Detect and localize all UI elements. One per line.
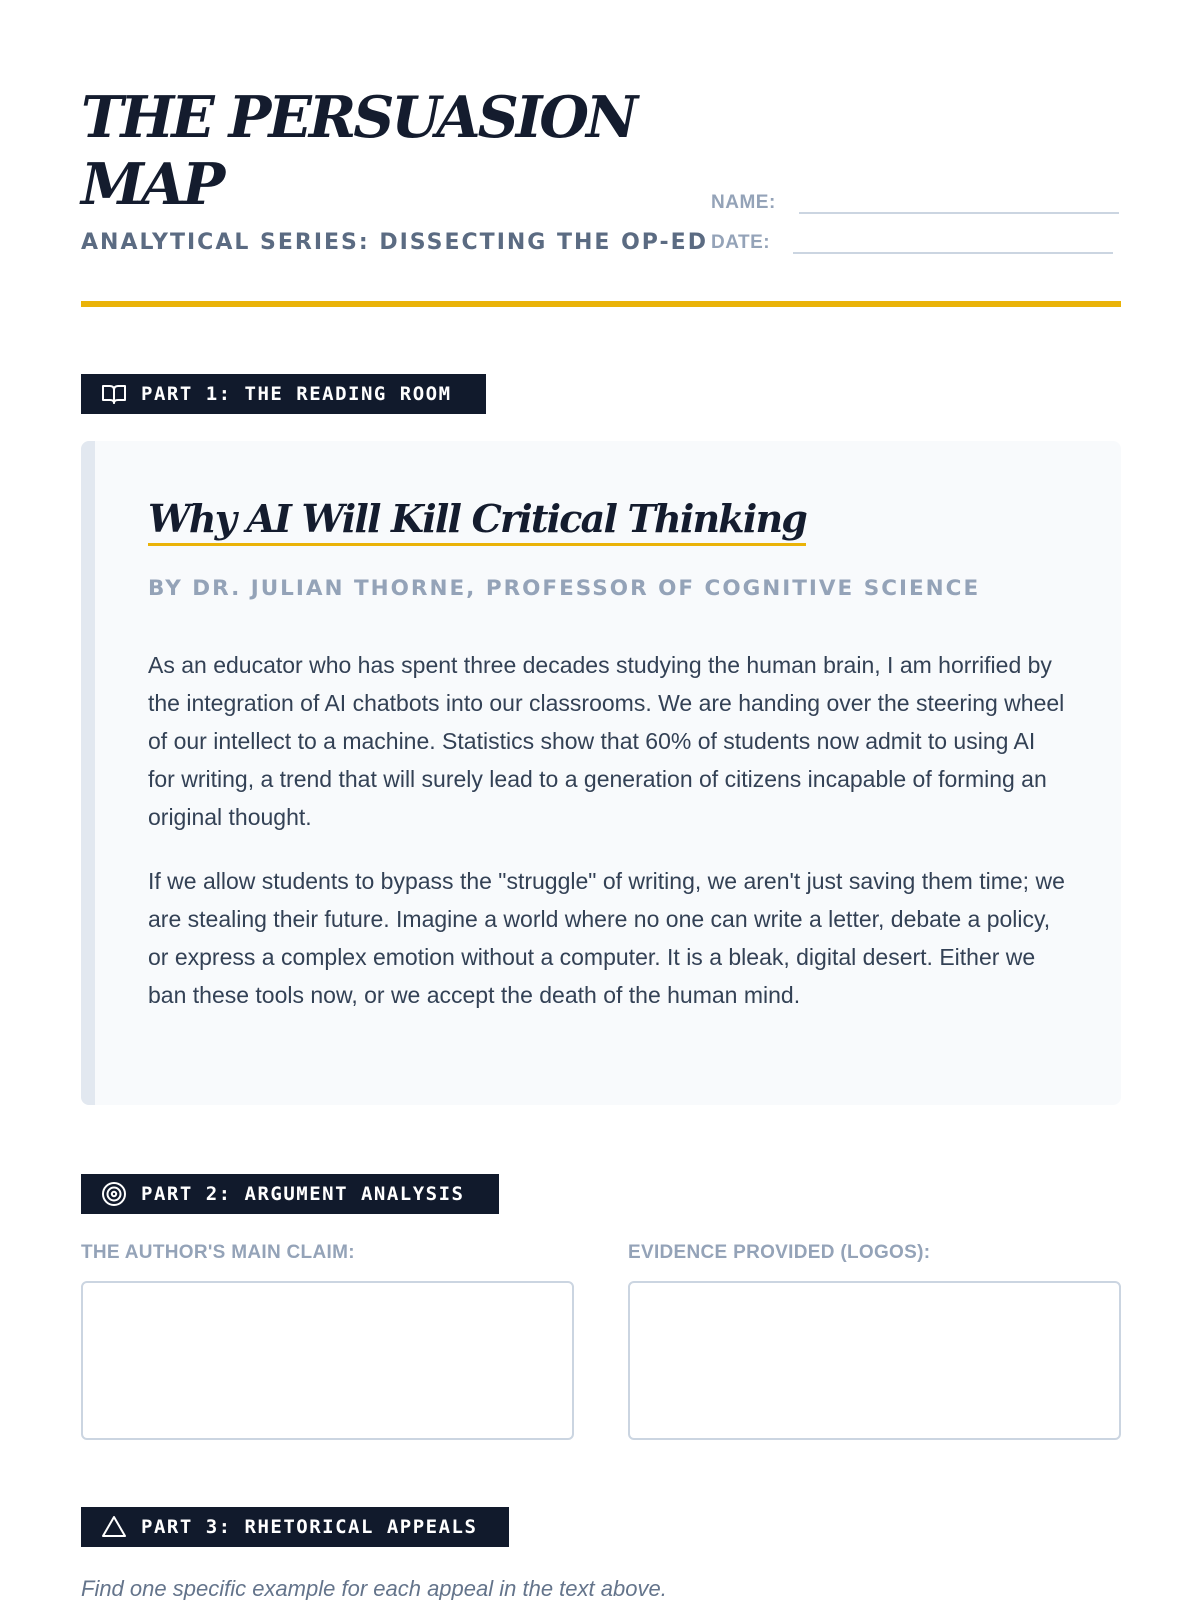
date-field-row: [711, 232, 1113, 254]
worksheet-subtitle: ANALYTICAL SERIES: DISSECTING THE OP-ED: [81, 230, 708, 255]
name-input-line[interactable]: [799, 192, 1119, 214]
part2-heading: [81, 1174, 499, 1214]
part3-instruction: Find one specific example for each appeal in the text above.: [81, 1576, 667, 1600]
target-icon: [101, 1181, 127, 1207]
main-claim-label: THE AUTHOR'S MAIN CLAIM:: [81, 1242, 355, 1263]
part2-heading-label: PART 2: ARGUMENT ANALYSIS: [141, 1183, 465, 1205]
article-paragraph-2: If we allow students to bypass the "struggle" of writing, we aren't just saving them time; we are stealing their future. Imagine a world where no one can write a letter, debate a policy, or express a complex emotion without a computer. It is a bleak, digital desert. Either we ban these tools now, or we accept the death of the human mind.: [148, 868, 1065, 1008]
name-label: NAME:: [711, 192, 776, 213]
date-input-line[interactable]: [793, 232, 1113, 254]
part1-heading: [81, 374, 486, 414]
triangle-icon: [101, 1514, 127, 1540]
worksheet-page: [81, 0, 1121, 1600]
evidence-answer-box[interactable]: [628, 1281, 1121, 1440]
part3-heading-label: PART 3: RHETORICAL APPEALS: [141, 1516, 478, 1538]
article-paragraph-1: As an educator who has spent three decades studying the human brain, I am horrified by the integration of AI chatbots into our classrooms. We are handing over the steering wheel of our intellect to a machine. Statistics show that 60% of students now admit to using AI for writing, a trend that will surely lead to a generation of citizens incapable of forming an original thought.: [148, 652, 1065, 830]
worksheet-header: [81, 84, 1121, 306]
article-headline: Why AI Will Kill Critical Thinking: [148, 496, 806, 546]
part1-heading-label: PART 1: THE READING ROOM: [141, 383, 452, 405]
article-card: [81, 441, 1121, 1105]
part3-heading: [81, 1507, 509, 1547]
worksheet-title: THE PERSUASION MAP: [81, 84, 636, 218]
book-open-icon: [101, 381, 127, 407]
evidence-label: EVIDENCE PROVIDED (LOGOS):: [628, 1242, 931, 1263]
article-card-accent-bar: [81, 441, 95, 1105]
date-label: DATE:: [711, 232, 771, 253]
name-field-row: [711, 192, 1119, 214]
main-claim-answer-box[interactable]: [81, 1281, 574, 1440]
header-divider: [81, 301, 1121, 307]
article-byline: BY DR. JULIAN THORNE, PROFESSOR OF COGNITIVE SCIENCE: [148, 576, 981, 601]
